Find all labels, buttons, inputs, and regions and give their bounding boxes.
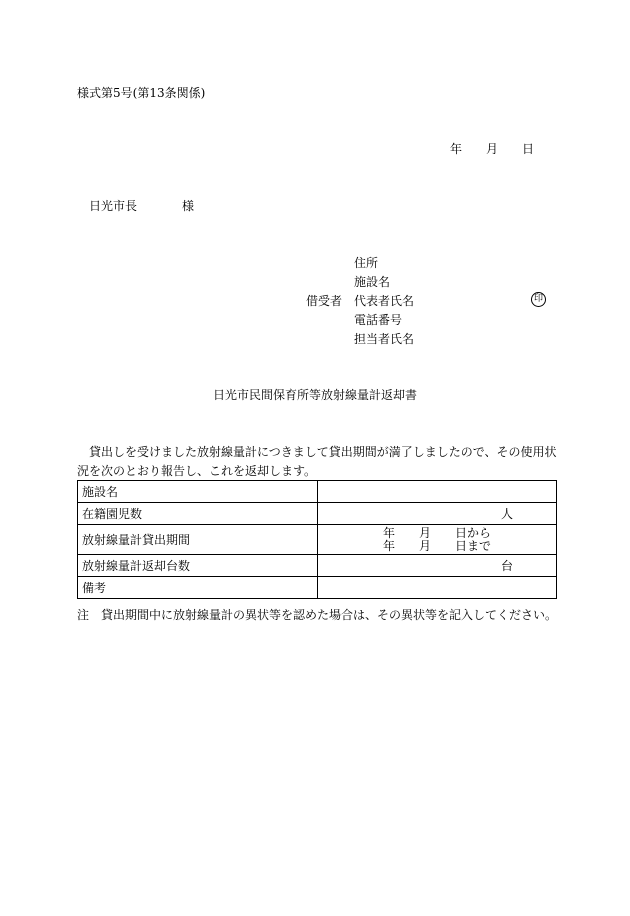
period-to: 年 月 日まで [382, 538, 491, 553]
document-title: 日光市民間保育所等放射線量計返却書 [212, 388, 417, 402]
borrower-role-label: 借受者 [306, 294, 343, 308]
borrower-field-facility: 施設名 [354, 275, 391, 289]
date-month-label: 月 [486, 142, 499, 156]
seal-mark: 印 [531, 292, 546, 307]
body-paragraph: 貸出しを受けました放射線量計につきまして貸出期間が満了しましたので、その使用状況を次のとおり報告し、これを返却します。 [77, 445, 557, 478]
form-number: 様式第5号(第13条関係) [77, 86, 206, 100]
borrower-field-phone: 電話番号 [354, 313, 403, 327]
table-row [78, 555, 557, 577]
row-value-enrolled[interactable] [318, 503, 557, 525]
row-label-remarks: 備考 [78, 577, 318, 599]
table-row [78, 481, 557, 503]
unit-units: 台 [500, 558, 513, 573]
report-table [77, 480, 557, 599]
table-row [78, 503, 557, 525]
borrower-fields [354, 256, 414, 351]
table-row [78, 577, 557, 599]
row-value-returned[interactable] [318, 555, 557, 577]
row-label-facility: 施設名 [78, 481, 318, 503]
borrower-field-contact: 担当者氏名 [354, 332, 415, 346]
row-label-returned: 放射線量計返却台数 [78, 555, 318, 577]
row-label-period: 放射線量計貸出期間 [78, 525, 318, 555]
row-value-remarks[interactable] [318, 577, 557, 599]
addressee-honorific: 様 [182, 199, 195, 213]
row-value-period[interactable] [318, 525, 557, 555]
row-label-enrolled: 在籍園児数 [78, 503, 318, 525]
row-value-facility[interactable] [318, 481, 557, 503]
period-from: 年 月 日から [382, 525, 491, 540]
addressee-name: 日光市長 [89, 199, 138, 213]
unit-people: 人 [500, 506, 513, 521]
footnote: 注 貸出期間中に放射線量計の異状等を認めた場合は、その異状等を記入してください。 [77, 608, 558, 622]
period-lines [383, 527, 491, 553]
borrower-field-representative: 代表者氏名 [354, 294, 415, 308]
date-day-label: 日 [522, 142, 535, 156]
borrower-field-address: 住所 [354, 256, 379, 270]
table-row [78, 525, 557, 555]
date-year-label: 年 [450, 142, 463, 156]
